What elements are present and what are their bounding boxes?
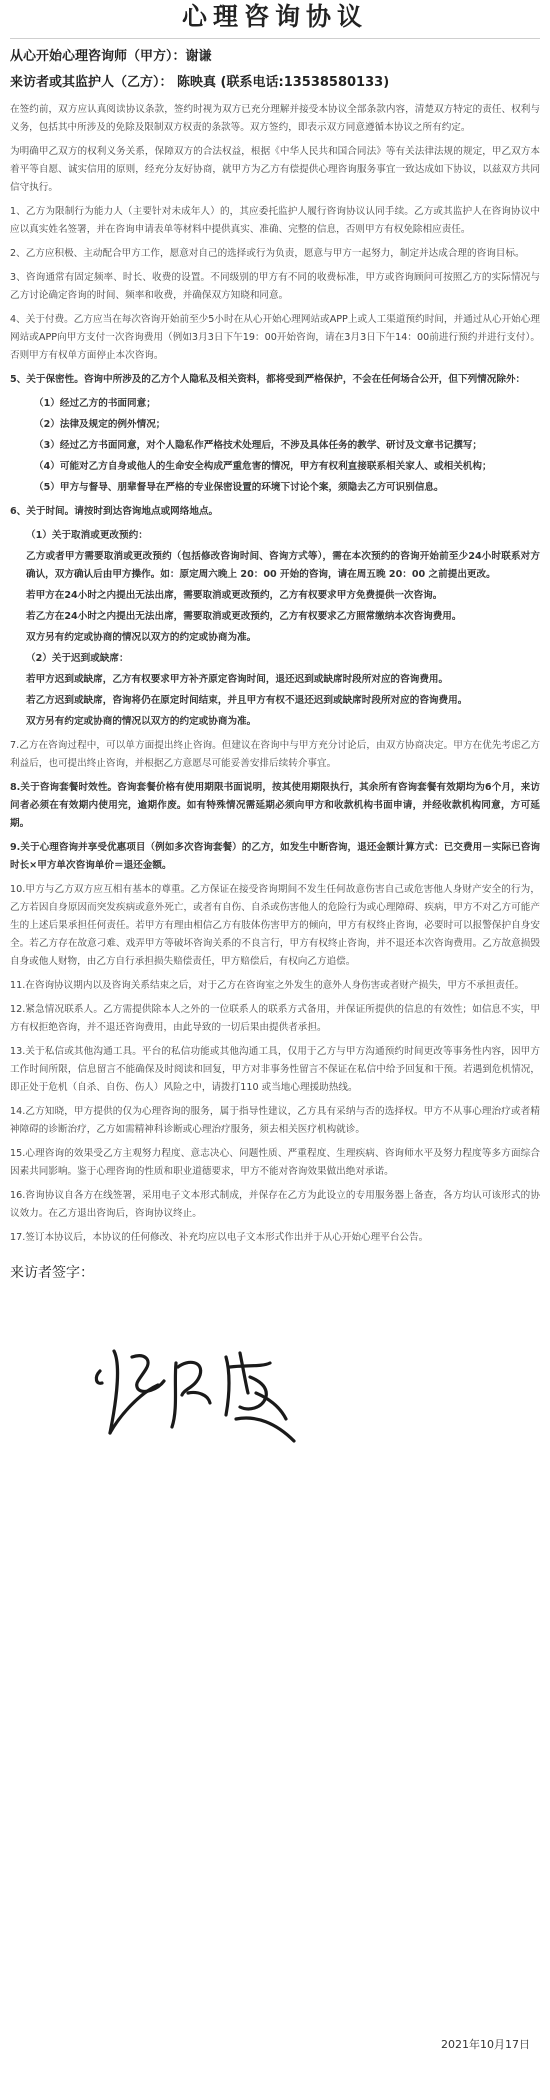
clause-6-sub-1a: 乙方或者甲方需要取消或更改预约（包括修改咨询时间、咨询方式等），需在本次预约的咨询开始前至少24小时联系对方确认，双方确认后由甲方操作。如：原定周六晚上 20：00 开始的咨询，请在周五晚 20：00 之前提出更改。	[26, 551, 540, 580]
clause-17: 17.签订本协议后，本协议的任何修改、补充均应以电子文本形式作出并于从心开始心理平台公告。	[10, 1232, 429, 1243]
clause-5-item-5: （5）甲方与督导、朋辈督导在严格的专业保密设置的环境下讨论个案，须隐去乙方可识别信息。	[34, 482, 444, 493]
clause-6: 6、关于时间。请按时到达咨询地点或网络地点。	[10, 506, 219, 517]
intro-paragraph-1: 在签约前，双方应认真阅读协议条款，签约时视为双方已充分理解并接受本协议全部条款内容，清楚双方特定的责任、权利与义务，包括其中所涉及的免除及限制双方权责的条款等。双方签约，即表示双方同意遵循本协议之所有约定。	[10, 104, 540, 133]
signature-graphic	[80, 1323, 310, 1453]
clause-7: 7.乙方在咨询过程中，可以单方面提出终止咨询。但建议在咨询中与甲方充分讨论后，由双方协商决定。甲方在优先考虑乙方利益后，也可提出终止咨询，并根据乙方意愿尽可能妥善安排后续转介事宜。	[10, 740, 540, 769]
clause-5-item-1: （1）经过乙方的书面同意；	[34, 398, 156, 409]
document-title: 心理咨询协议	[181, 2, 368, 31]
clause-5-item-3: （3）经过乙方书面同意，对个人隐私作严格技术处理后，不涉及具体任务的教学、研讨及文章书记撰写；	[34, 440, 482, 451]
clause-5: 5、关于保密性。咨询中所涉及的乙方个人隐私及相关资料，都将受到严格保护，不会在任何场合公开，但下列情况除外：	[10, 374, 526, 385]
clause-6-sub-1c: 若乙方在24小时之内提出无法出席，需要取消或更改预约，乙方有权要求乙方照常缴纳本次咨询费用。	[26, 611, 462, 622]
clause-6-sub-2a: 若甲方迟到或缺席，乙方有权要求甲方补齐原定咨询时间，退还迟到或缺席时段所对应的咨询费用。	[26, 674, 449, 685]
clause-15: 15.心理咨询的效果受乙方主观努力程度、意志决心、问题性质、严重程度、生理疾病、咨询师水平及努力程度等多方面综合因素共同影响。鉴于心理咨询的性质和职业道德要求，甲方不能对咨询效果做出绝对承诺。	[10, 1148, 540, 1177]
clause-4: 4、关于付费。乙方应当在每次咨询开始前至少5小时在从心开始心理网站或APP上或人工渠道预约时间，并通过从心开始心理网站或APP向甲方支付一次咨询费用（例如3月3日下午19：00开始咨询，请在3月3日下午14：00前进行预约并进行支付）。否则甲方有权单方面停止本次咨询。	[10, 314, 540, 361]
clause-11: 11.在咨询协议期内以及咨询关系结束之后，对于乙方在咨询室之外发生的意外人身伤害或者财产损失，甲方不承担责任。	[10, 980, 525, 991]
clause-2: 2、乙方应积极、主动配合甲方工作，愿意对自己的选择或行为负责，愿意与甲方一起努力，制定并达成合理的咨询目标。	[10, 248, 525, 259]
clause-6-sub-1b: 若甲方在24小时之内提出无法出席，需要取消或更改预约，乙方有权要求甲方免费提供一次咨询。	[26, 590, 443, 601]
clause-6-sub-1d: 双方另有约定或协商的情况以双方的约定或协商为准。	[26, 632, 257, 643]
clause-6-sub-2c: 双方另有约定或协商的情况以双方的约定或协商为准。	[26, 716, 257, 727]
intro-paragraph-2: 为明确甲乙双方的权利义务关系，保障双方的合法权益，根据《中华人民共和国合同法》等有关法律法规的规定，甲乙双方本着平等自愿、诚实信用的原则，经充分友好协商，就甲方为乙方有偿提供心理咨询服务事宜一致达成如下协议，以兹双方共同信守执行。	[10, 146, 540, 193]
handwritten-signature	[80, 1323, 310, 1453]
clause-1: 1、乙方为限制行为能力人（主要针对未成年人）的，其应委托监护人履行咨询协议认同手续。乙方或其监护人在咨询协议中应以真实姓名签署，并在咨询申请表单等材料中提供真实、准确、完整的信息，否则甲方有权免除相应责任。	[10, 206, 540, 235]
clause-8: 8.关于咨询套餐时效性。咨询套餐价格有使用期限书面说明，按其使用期限执行，其余所有咨询套餐有效期均为6个月，来访问者必须在有效期内使用完，逾期作废。如有特殊情况需延期必须向甲方和收款机构书面申请，并经收款机构同意，方可延期。	[10, 782, 540, 829]
clause-5-item-2: （2）法律及规定的例外情况；	[34, 419, 166, 430]
signature-label: 来访者签字：	[10, 1265, 94, 1281]
signing-date: 2021年10月17日	[441, 2038, 530, 2051]
clause-6-sub-2b: 若乙方迟到或缺席，咨询将仍在原定时间结束，并且甲方有权不退还迟到或缺席时段所对应的咨询费用。	[26, 695, 468, 706]
clause-14: 14.乙方知晓，甲方提供的仅为心理咨询的服务，属于指导性建议，乙方具有采纳与否的选择权。甲方不从事心理治疗或者精神障碍的诊断治疗，乙方如需精神科诊断或心理治疗服务，须去相关医疗机构就诊。	[10, 1106, 540, 1135]
clause-13: 13.关于私信或其他沟通工具。平台的私信功能或其他沟通工具，仅用于乙方与甲方沟通预约时间更改等事务性内容，因甲方工作时间所限，信息留言不能确保及时阅读和回复，甲方对非事务性留言不保证在私信中给予回复和干预。若遇到危机情况，即正处于危机（自杀、自伤、伤人）风险之中，请拨打110 或当地心理援助热线。	[10, 1046, 540, 1093]
party-a-line: 从心开始心理咨询师（甲方）：谢谦	[10, 49, 212, 64]
party-b-line: 来访者或其监护人（乙方）： 陈映真 (联系电话:13538580133)	[10, 75, 390, 90]
clause-6-sub-2: （2）关于迟到或缺席：	[26, 653, 129, 664]
clause-5-item-4: （4）可能对乙方自身或他人的生命安全构成严重危害的情况，甲方有权利直接联系相关家人、或相关机构；	[34, 461, 492, 472]
clause-12: 12.紧急情况联系人。乙方需提供除本人之外的一位联系人的联系方式备用，并保证所提供的信息的有效性；如信息不实，甲方有权拒绝咨询，并不退还咨询费用，由此导致的一切后果由提供者承担。	[10, 1004, 540, 1033]
clause-6-sub-1: （1）关于取消或更改预约：	[26, 530, 148, 541]
title-divider	[10, 38, 540, 39]
clause-16: 16.咨询协议自各方在线签署，采用电子文本形式制成，并保存在乙方为此设立的专用服务器上备查，各方均认可该形式的协议效力。在乙方退出咨询后，咨询协议终止。	[10, 1190, 540, 1219]
clause-3: 3、咨询通常有固定频率、时长、收费的设置。不同级别的甲方有不同的收费标准，甲方或咨询顾问可按照乙方的实际情况与乙方讨论确定咨询的时间、频率和收费，并确保双方知晓和同意。	[10, 272, 540, 301]
clause-10: 10.甲方与乙方双方应互相有基本的尊重。乙方保证在接受咨询期间不发生任何故意伤害自己或危害他人身财产安全的行为，乙方若因自身原因而突发疾病或意外死亡，或者有自伤、自杀或伤害他人的危险行为或心理障碍、疾病，甲方不对乙方可能产生的上述后果承担任何责任。若甲方有理由相信乙方有肢体伤害甲方的倾向，甲方有权终止咨询，必要时可以报警保护自身安全。若乙方存在故意刁难、戏弄甲方等破坏咨询关系的不良言行，甲方有权终止咨询，并不退还本次咨询费用。乙方故意损毁自身或他人财物，由乙方自行承担损失赔偿责任，甲方赔偿后，有权向乙方追偿。	[10, 884, 540, 967]
clause-9: 9.关于心理咨询并享受优惠项目（例如多次咨询套餐）的乙方，如发生中断咨询，退还金额计算方式：已交费用－实际已咨询时长×甲方单次咨询单价＝退还金额。	[10, 842, 540, 871]
